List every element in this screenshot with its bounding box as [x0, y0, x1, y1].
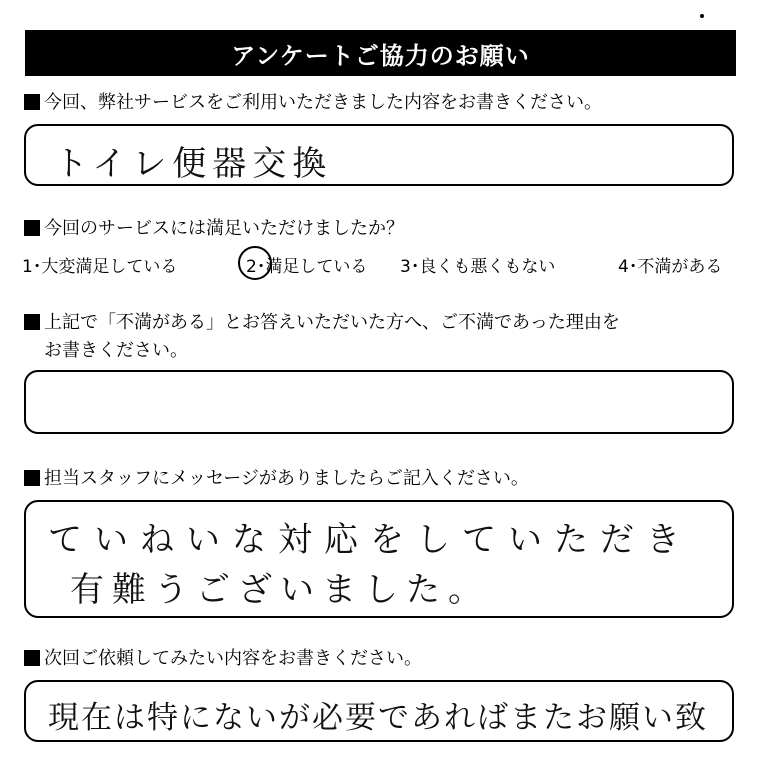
answer-5-text: 現在は特にないが必要であればまたお願い致 — [48, 700, 708, 736]
option-3[interactable]: 3･良くも悪くもない — [400, 257, 556, 277]
question-2 — [24, 216, 404, 241]
answer-box-4[interactable] — [24, 500, 734, 618]
answer-4-text-line1: ていねいな対応をしていただき — [48, 520, 692, 560]
question-3-label-line2: お書きください。 — [44, 340, 188, 361]
question-5 — [24, 646, 422, 671]
question-5-label: 次回ご依頼してみたい内容をお書きください。 — [44, 648, 422, 669]
option-1[interactable]: 1･大変満足している — [22, 257, 178, 277]
square-bullet-icon — [24, 470, 40, 486]
answer-4-text-line2: 有難うございました。 — [70, 570, 490, 610]
answer-1-text: トイレ便器交換 — [54, 144, 333, 184]
question-3 — [24, 310, 620, 335]
square-bullet-icon — [24, 94, 40, 110]
answer-box-5[interactable] — [24, 680, 734, 742]
square-bullet-icon — [24, 650, 40, 666]
survey-title: アンケートご協力のお願い — [25, 30, 736, 76]
square-bullet-icon — [24, 220, 40, 236]
answer-box-1[interactable] — [24, 124, 734, 186]
question-4-label: 担当スタッフにメッセージがありましたらご記入ください。 — [44, 468, 529, 489]
option-4[interactable]: 4･不満がある — [618, 257, 723, 277]
option-2[interactable]: 2･満足している — [246, 257, 368, 277]
answer-box-3[interactable] — [24, 370, 734, 434]
question-2-label: 今回のサービスには満足いただけましたか？ — [44, 218, 404, 239]
question-1 — [24, 90, 602, 115]
square-bullet-icon — [24, 314, 40, 330]
question-3-label-line1: 上記で「不満がある」とお答えいただいた方へ、ご不満であった理由を — [44, 312, 620, 333]
question-1-label: 今回、弊社サービスをご利用いただきました内容をお書きください。 — [44, 92, 602, 113]
stray-dot — [700, 14, 704, 18]
question-4 — [24, 466, 529, 491]
